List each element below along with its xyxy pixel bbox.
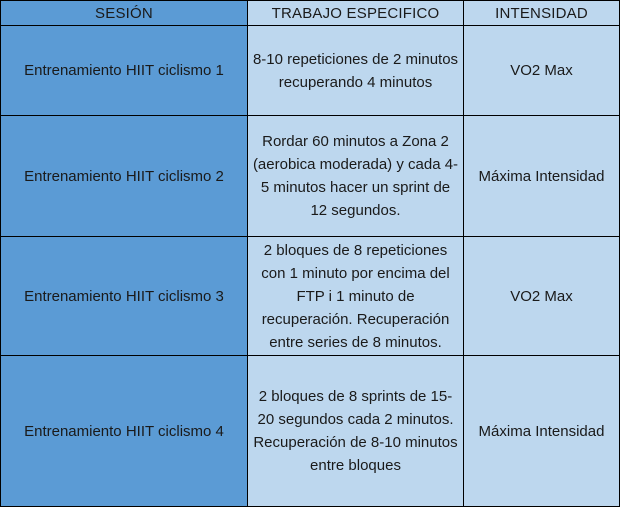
table-row [1,237,620,356]
intensity-cell: Máxima Intensidad [464,356,620,507]
intensity-cell: VO2 Max [464,26,620,116]
intensity-cell: VO2 Max [464,237,620,356]
session-cell: Entrenamiento HIIT ciclismo 4 [1,356,248,507]
intensity-cell: Máxima Intensidad [464,116,620,237]
table-row [1,356,620,507]
header-session: SESIÓN [1,1,248,26]
session-cell: Entrenamiento HIIT ciclismo 2 [1,116,248,237]
session-cell: Entrenamiento HIIT ciclismo 1 [1,26,248,116]
table-row [1,26,620,116]
session-cell: Entrenamiento HIIT ciclismo 3 [1,237,248,356]
work-cell: 8-10 repeticiones de 2 minutos recuperando 4 minutos [248,26,464,116]
header-work: TRABAJO ESPECIFICO [248,1,464,26]
header-intensity: INTENSIDAD [464,1,620,26]
table-row [1,116,620,237]
work-cell: 2 bloques de 8 sprints de 15-20 segundos cada 2 minutos. Recuperación de 8-10 minutos entre bloques [248,356,464,507]
work-cell: Rordar 60 minutos a Zona 2 (aerobica moderada) y cada 4-5 minutos hacer un sprint de 12 segundos. [248,116,464,237]
header-row [1,1,620,26]
work-cell: 2 bloques de 8 repeticiones con 1 minuto por encima del FTP i 1 minuto de recuperación. Recuperación entre series de 8 minutos. [248,237,464,356]
